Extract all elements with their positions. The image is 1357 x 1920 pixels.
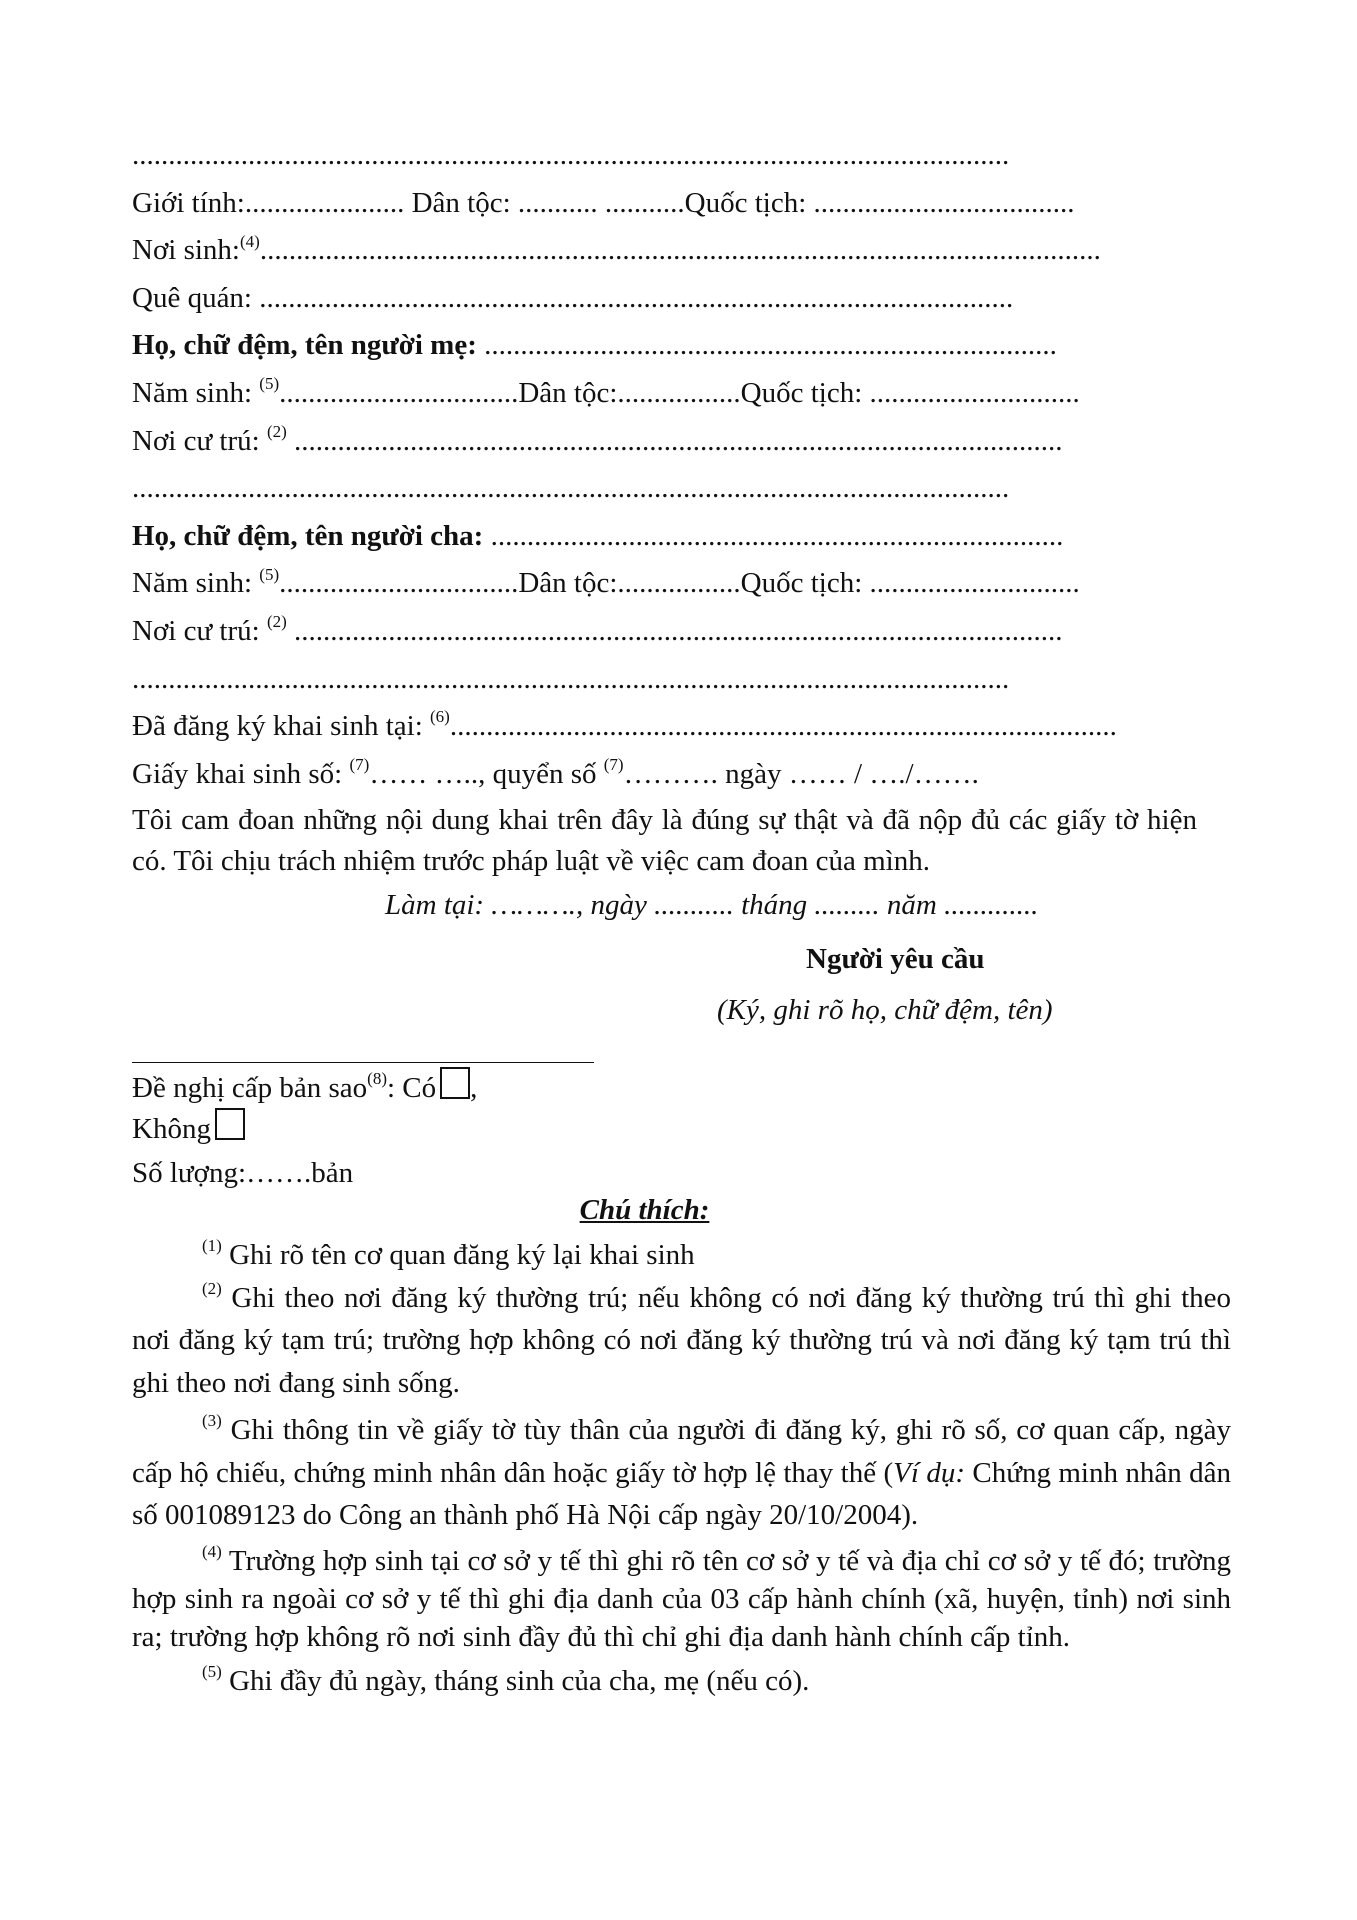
father-nationality-field[interactable]: .............................: [869, 567, 1080, 600]
footnote-ref: (6): [430, 707, 450, 727]
copy-no-label: Không: [132, 1113, 211, 1145]
father-birth-row: [132, 560, 1197, 608]
gender-field[interactable]: ......................: [244, 186, 405, 219]
father-yob-label: Năm sinh:: [132, 567, 260, 600]
father-name-row: [132, 513, 1197, 561]
birthplace-field[interactable]: ....................................................................................................................: [259, 234, 1101, 267]
registered-row: [132, 703, 1197, 751]
birthplace-label: Nơi sinh:: [132, 234, 240, 267]
mother-name-row: [132, 322, 1197, 370]
footnote-ref: (7): [603, 755, 624, 775]
note-3-example-label: Ví dụ:: [893, 1456, 965, 1489]
footnote-ref: (5): [259, 374, 280, 394]
gender-row: [132, 180, 1197, 228]
registered-field[interactable]: ............................................................................................: [449, 710, 1117, 743]
footnote-ref: (4): [240, 231, 260, 251]
mother-residence-label: Nơi cư trú:: [132, 424, 267, 457]
father-ethnic-label: Dân tộc:: [518, 567, 618, 600]
note-2: [132, 1277, 1231, 1405]
comma: ,: [470, 1072, 478, 1104]
footnote-ref: (4): [202, 1541, 222, 1561]
note-3-text-cont: Chứng minh nhân dân số 001089123 do Công an thành phố Hà Nội cấp ngày 20/10/2004).: [132, 1456, 1231, 1531]
footnote-ref: (3): [202, 1411, 222, 1431]
note-5: [132, 1660, 1231, 1703]
notes-title: Chú thích:: [579, 1194, 710, 1226]
copy-yes-checkbox[interactable]: [440, 1067, 470, 1099]
ethnic-field[interactable]: ........... ...........: [517, 186, 685, 219]
registered-label: Đã đăng ký khai sinh tại:: [132, 710, 431, 743]
birthplace-row: [132, 227, 1197, 275]
footnote-ref: (2): [266, 421, 287, 441]
note-3-text: Ghi thông tin về giấy tờ tùy thân của người đi đăng ký, ghi rõ số, cơ quan cấp, ngày cấp hộ chiếu, chứng minh nhân dân hoặc giấy tờ hợp lệ thay thế (: [132, 1414, 1231, 1489]
mother-ethnic-label: Dân tộc:: [518, 376, 618, 409]
mother-name-field[interactable]: ...............................................................................: [476, 329, 1057, 362]
certificate-date-field[interactable]: ………. ngày …… / …./…….: [623, 757, 979, 790]
hometown-row: [132, 275, 1197, 323]
footnote-ref: (2): [202, 1278, 222, 1298]
requester-title: Người yêu cầu: [806, 943, 985, 976]
gender-label: Giới tính:: [132, 186, 245, 219]
footnote-ref: (5): [202, 1661, 222, 1681]
father-ethnic-field[interactable]: .................: [617, 567, 741, 600]
notes-section: [132, 1188, 1231, 1702]
father-residence-line2[interactable]: .........................................................................................................................: [132, 662, 1010, 695]
signature-note: (Ký, ghi rõ họ, chữ đệm, tên): [717, 994, 1053, 1027]
certificate-number-field[interactable]: …… ….., quyển số: [369, 757, 604, 790]
mother-residence-row: [132, 418, 1197, 466]
copy-yes-label: : Có: [386, 1072, 437, 1104]
footnote-ref: (5): [259, 564, 280, 584]
certificate-row: [132, 751, 1197, 799]
mother-birth-row: [132, 370, 1197, 418]
copy-request-label: Đề nghị cấp bản sao: [132, 1072, 368, 1104]
pledge-text: Tôi cam đoan những nội dung khai trên đây là đúng sự thật và đã nộp đủ các giấy tờ hiện có. Tôi chịu trách nhiệm trước pháp luật về việc cam đoan của mình.: [132, 804, 1197, 878]
note-1-text: Ghi rõ tên cơ quan đăng ký lại khai sinh: [221, 1239, 695, 1271]
mother-residence-field[interactable]: ..........................................................................................................: [286, 424, 1063, 457]
hometown-label: Quê quán:: [132, 281, 260, 314]
mother-residence-line2[interactable]: .........................................................................................................................: [132, 472, 1010, 505]
mother-nationality-field[interactable]: .............................: [869, 376, 1080, 409]
father-residence-label: Nơi cư trú:: [132, 614, 267, 647]
ethnic-label: Dân tộc:: [404, 186, 518, 219]
hometown-field[interactable]: ........................................................................................................: [259, 281, 1014, 314]
mother-yob-field[interactable]: .................................: [279, 376, 519, 409]
copy-no-checkbox[interactable]: [215, 1108, 245, 1140]
copy-request-row: [132, 1062, 732, 1108]
mother-heading: Họ, chữ đệm, tên người mẹ:: [132, 329, 477, 362]
nationality-label: Quốc tịch:: [684, 186, 814, 219]
father-nationality-label: Quốc tịch:: [740, 567, 870, 600]
mother-yob-label: Năm sinh:: [132, 376, 260, 409]
place-date-line: Làm tại: ………., ngày ........... tháng ......... năm .............: [385, 889, 1039, 922]
note-2-text: Ghi theo nơi đăng ký thường trú; nếu không có nơi đăng ký thường trú thì ghi theo nơi đăng ký tạm trú; trường hợp không có nơi đăng ký thường trú và nơi đăng ký tạm trú thì ghi theo nơi đang sinh sống.: [132, 1281, 1231, 1399]
father-name-field[interactable]: ...............................................................................: [483, 519, 1064, 552]
footnote-ref: (8): [367, 1069, 387, 1089]
note-4: [132, 1542, 1231, 1656]
father-yob-field[interactable]: .................................: [279, 567, 519, 600]
mother-nationality-label: Quốc tịch:: [740, 376, 870, 409]
father-residence-row: [132, 608, 1197, 656]
note-4-text: Trường hợp sinh tại cơ sở y tế thì ghi rõ tên cơ sở y tế và địa chỉ cơ sở y tế đó; trường hợp sinh ra ngoài cơ sở y tế thì ghi địa danh của 03 cấp hành chính (xã, huyện, tỉnh) nơi sinh ra; trường hợp không rõ nơi sinh đầy đủ thì chỉ ghi địa danh hành chính cấp tỉnh.: [132, 1544, 1231, 1653]
blank-line: .........................................................................................................................: [132, 139, 1010, 171]
father-heading: Họ, chữ đệm, tên người cha:: [132, 519, 484, 552]
mother-ethnic-field[interactable]: .................: [617, 376, 741, 409]
note-3: [132, 1409, 1231, 1537]
footnote-ref: (7): [349, 755, 370, 775]
father-residence-field[interactable]: ..........................................................................................................: [286, 614, 1063, 647]
footnote-ref: (1): [202, 1236, 222, 1256]
copy-request-section: [132, 1062, 732, 1196]
footnote-ref: (2): [266, 612, 287, 632]
registration-form: [132, 132, 1197, 1034]
copy-quantity[interactable]: Số lượng:…….bản: [132, 1157, 354, 1189]
certificate-label: Giấy khai sinh số:: [132, 757, 350, 790]
copy-no-row: [132, 1108, 732, 1150]
note-5-text: Ghi đầy đủ ngày, tháng sinh của cha, mẹ (nếu có).: [221, 1664, 810, 1697]
note-1: [132, 1234, 1231, 1277]
nationality-field[interactable]: ....................................: [813, 186, 1075, 219]
